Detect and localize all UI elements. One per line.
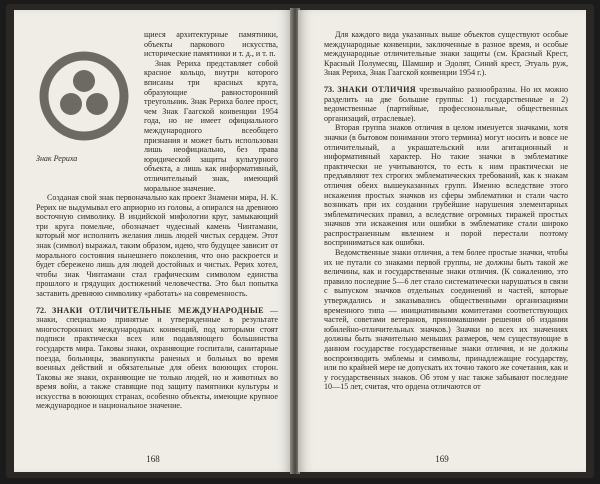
float-paragraph: Знак Рериха представляет собой красное кольцо, внутри которого вписаны три красных круга, образующие равносторонний треугольник. Знак Рериха более прост, чем Знак Гаагской конвенции 1954 года, но не имеет официального международного всеобщего признания и может быть использован лишь неофициально, без права юридической защиты культурного объекта, а лишь как информативный, отличительный знак, имеющий моральное значение. [144,58,278,193]
float-text-block [144,30,278,193]
section-72-paragraph [36,306,278,412]
left-page [14,10,292,472]
book-spread [6,4,594,478]
section-73-number: 73. [324,84,335,94]
section-72-title: ЗНАКИ ОТЛИЧИТЕЛЬНЫЕ МЕЖДУНАРОДНЫЕ [52,305,264,315]
emblem-caption: Знак Рериха [36,154,78,163]
right-page [298,10,586,472]
emblem-dot-left [60,93,82,115]
paragraph-created: Созданая свой знак первоначально как проект Знамени мира, Н. К. Рерих не выдумывал его априорно из головы, а опирался на древнюю восточную символику. В индийской мифологии круг, замыкающий три круга помельче, обозначает чудесный камень Чинтамани, который мог исполнить желания лишь людей чистых сердцем. Этот знак (символ) выражал, таким образом, идею, что будущее зависит от морального состояния нынешнего поколения, что оно раскроется и будет сбережено лишь для людей достойных и чистых. Рерих хотел, чтобы знак Чинтамани стал графическим символом единства прошлого и грядущих достижений человечества. Это был попытка заставить древнюю символику «работать» на современность. [36,193,278,298]
section-72-text: — знаки, специально принятые и утвержденные в результате многосторонних международных конвенций, под которыми стоят подписи практически всех или подавляющего большинства государств мира. Таковы знаки, охраняющие госпитали, санитарные поезда, больницы, эвакопункты раненых и больных во время военных действий и обязательные для обеих воюющих сторон. Таковы же знаки, охраняющие не только людей, но и животных во время войн, а также ставящие под защиту памятники культуры и искусства в воюющих странах, особенно объекты, имеющие крупное международное и национальное значение. [36,305,278,411]
section-73-text: чрезвычайно разнообразны. Но их можно разделить на две большие группы: 1) государственные и 2) ведомственные (партийные, профессиональные, общественных организаций, отраслевые). [324,84,568,123]
emblem-outer-ring [44,56,124,136]
roerich-emblem-icon [36,48,132,144]
section-73-title: ЗНАКИ ОТЛИЧИЯ [337,84,417,94]
page-number-right: 169 [435,454,449,464]
paragraph-second-group: Вторая группа знаков отличия в целом именуется значками, хотя значки (в бытовом понимании этого термина) могут носить и вовсе не отличительный, а украшательский или агитационный и информативный характер. Но такие значки в эмблематике практически не учитываются, то есть к ним практически не предъявляют тех строгих эмблематических требований, как к знакам отличия обеих вышеуказанных групп. Именно вследствие этого искажения простых значков из сферы эмблематики и стали часто возникать при их создании грубейшие нарушения элементарных эмблематических правил, а вследствие огромных тиражей простых значков эти искажения или ошибки в эмблематике стали широко распространенным явлением и порой перестали поэтому восприниматься как ошибки. [324,123,568,248]
emblem-dot-right [86,93,108,115]
emblem-dot-top [73,70,95,92]
paragraph-departmental: Ведомственные знаки отличия, а тем более простые значки, чтобы их не путали со знаками первой группы, не должны быть такой же величины, как и государственные знаки отличия. (К сожалению, это правило последние 5—6 лет стало систематически нарушаться в связи с выпуском значков отдельных соединений и частей, которые утверждались и заказывались общественными организациями временного типа — инициативными комитетами соответствующих частей, советами ветеранов, принимавшими решения об издании юбилейно-отличительных значков.) Значки во всех их значениях должны быть значительно меньших размеров, чем существующие в данном государстве государственные знаки отличия, и не должны воспроизводить эмблемы и символы, принадлежащие государству, или по крайней мере не допускать их точно такого же сочетания, как и у государственных знаков. Об этом у нас также забывают последние 10—15 лет, считая, что ордена отличаются от [324,248,568,392]
section-72-number: 72. [36,305,47,315]
float-lines: щиеся архитектурные памятники, объекты паркового искусства, исторические памятники и т. д., и т. п. [144,30,278,59]
left-page-content [36,30,278,446]
right-page-content [324,30,568,446]
page-number-left: 168 [146,454,160,464]
emblem-figure-block [36,30,278,193]
paragraph-intro: Для каждого вида указанных выше объектов существуют особые международные конвенции, заключенные в разное время, и особые международные отличительные знаки защиты (см. Красный Крест, Красный Полумесяц, Шамшир и Эдолят, Синий крест, Этуаль руж, Знак Рериха, Знак Гаагской конвенции 1954 г.). [324,30,568,78]
section-73-paragraph [324,85,568,123]
